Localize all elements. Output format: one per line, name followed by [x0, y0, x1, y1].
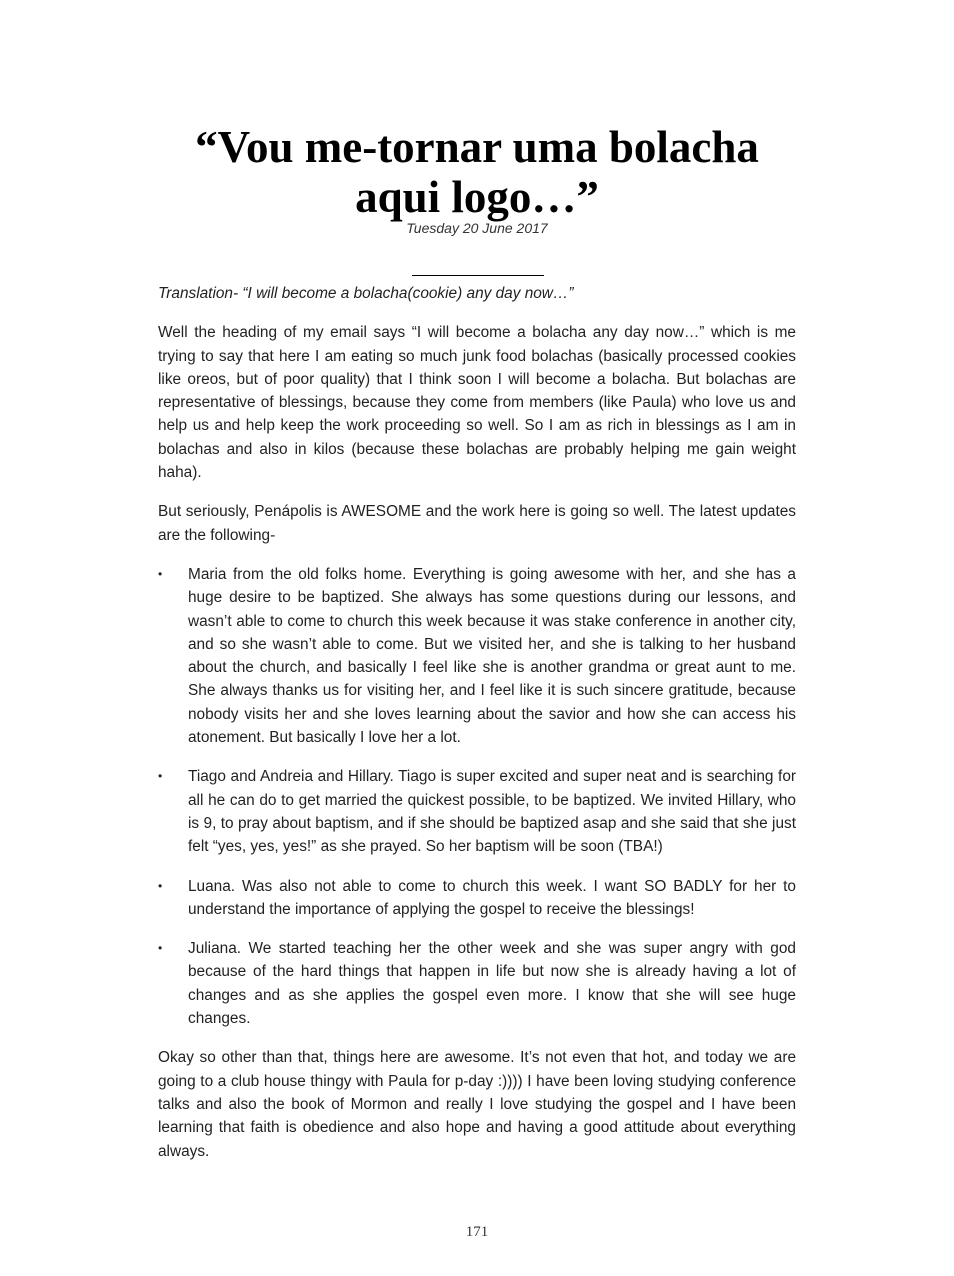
list-item: [158, 563, 796, 749]
list-item-text: Juliana. We started teaching her the other week and she was super angry with god because of the hard things that happen in life but now she is already having a lot of changes and as she applies the gospel even more. I know that she will see huge changes.: [188, 940, 796, 1028]
bullet-icon: •: [158, 878, 163, 893]
page-title-line-2: aqui logo…”: [355, 172, 599, 222]
updates-list: [158, 563, 796, 1030]
paragraph-intro: Well the heading of my email says “I will become a bolacha any day now…” which is me trying to say that here I am eating so much junk food bolachas (basically processed cookies like oreos, but of poor quality) that I think soon I will become a bolacha. But bolachas are representative of blessings, because they come from members (like Paula) who love us and help us and help keep the work proceeding so well. So I am as rich in blessings as I am in bolachas and also in kilos (because these bolachas are probably helping me gain weight haha).: [158, 324, 796, 482]
letter-body: [158, 282, 796, 1179]
page-title: [158, 122, 796, 222]
list-item-text: Maria from the old folks home. Everything is going awesome with her, and she has a huge desire to be baptized. She always has some questions during our lessons, and wasn’t able to come to church this week because it was stake conference in another city, and so she wasn’t able to come. But we visited her, and she is talking to her husband about the church, and basically I feel like she is another grandma or great aunt to me. She always thanks us for visiting her, and I feel like it is such sincere gratitude, because nobody visits her and she loves learning about the savior and how she can access his atonement. But basically I love her a lot.: [188, 565, 796, 747]
post-date: Tuesday 20 June 2017: [406, 220, 548, 236]
paragraph-closing: Okay so other than that, things here are awesome. It’s not even that hot, and today we are going to a club house thingy with Paula for p-day :)))) I have been loving studying conference talks and also the book of Mormon and really I love studying the gospel and I have been learning that faith is obedience and also hope and having a good attitude about everything always.: [158, 1049, 796, 1160]
title-divider: [412, 275, 544, 276]
bullet-icon: •: [158, 769, 163, 784]
bullet-icon: •: [158, 566, 163, 581]
list-item-text: Luana. Was also not able to come to church this week. I want SO BADLY for her to understand the importance of applying the gospel to receive the blessings!: [188, 877, 796, 918]
list-item: [158, 765, 796, 858]
page-title-line-1: “Vou me-tornar uma bolacha: [195, 122, 759, 172]
list-item-text: Tiago and Andreia and Hillary. Tiago is super excited and super neat and is searching for all he can do to get married the quickest possible, to be baptized. We invited Hillary, who is 9, to pray about baptism, and if she should be baptized asap and she said that she just felt “yes, yes, yes!” as she prayed. So her baptism will be soon (TBA!): [188, 768, 796, 856]
list-item: [158, 937, 796, 1030]
translation-note: Translation- “I will become a bolacha(cookie) any day now…”: [158, 285, 574, 302]
page-number: 171: [465, 1224, 489, 1240]
list-item: [158, 875, 796, 922]
paragraph-updates-lead: But seriously, Penápolis is AWESOME and the work here is going so well. The latest updates are the following-: [158, 503, 796, 544]
bullet-icon: •: [158, 941, 163, 956]
